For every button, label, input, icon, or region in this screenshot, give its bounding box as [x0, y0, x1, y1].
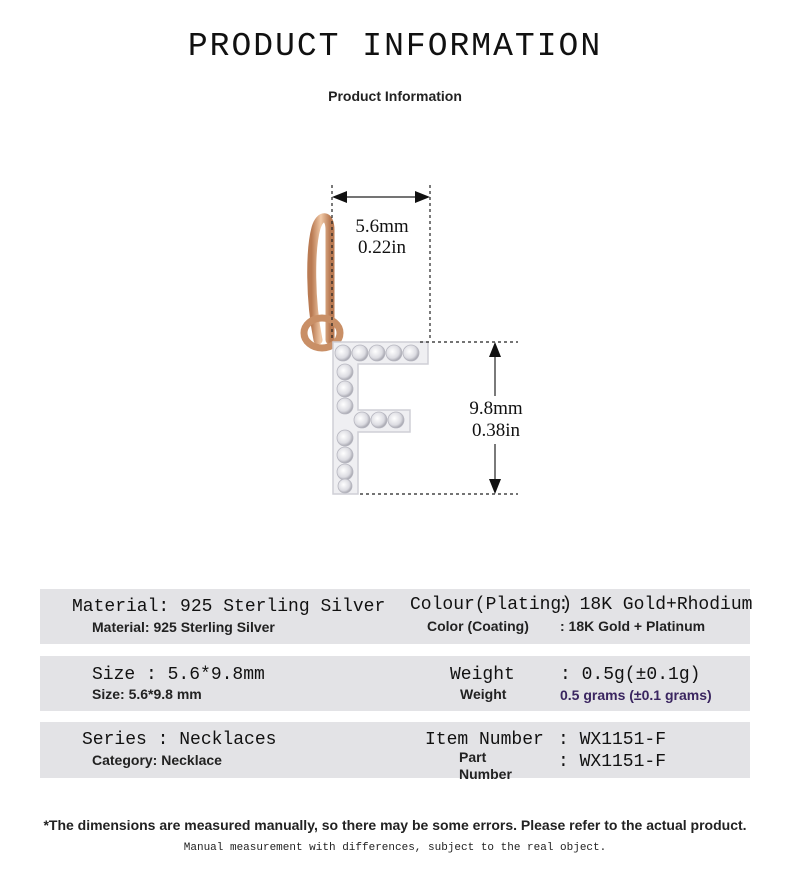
colour-label-primary: Colour(Plating): [410, 595, 573, 615]
width-mm-label: 5.6mm: [355, 216, 409, 237]
series-label-primary: Series : Necklaces: [82, 730, 277, 750]
weight-label-english: Weight: [460, 686, 507, 702]
colour-value-primary: : 18K Gold+Rhodium: [558, 595, 753, 615]
spec-row-series-item: [40, 722, 750, 782]
material-label-primary: Material: 925 Sterling Silver: [72, 597, 386, 617]
pendant-letter-f: [333, 342, 428, 494]
weight-label-primary: Weight: [450, 665, 515, 685]
width-in-label: 0.22in: [357, 237, 407, 258]
weight-value-english: 0.5 grams (±0.1 grams): [560, 687, 712, 703]
measurement-disclaimer: *The dimensions are measured manually, so there may be some errors. Please refer to the actual product.: [43, 817, 747, 833]
color-value-english: : 18K Gold + Platinum: [560, 618, 706, 634]
part-number-value: : WX1151-F: [558, 752, 667, 772]
page-subtitle: Product Information: [328, 88, 462, 104]
material-label-english: Material: 925 Sterling Silver: [92, 619, 275, 635]
spec-row-size-weight: [40, 656, 750, 711]
part-label-english: Part: [459, 749, 487, 765]
category-label-english: Category: Necklace: [92, 752, 222, 768]
spec-row-material: [40, 589, 753, 644]
weight-value-primary: : 0.5g(±0.1g): [560, 665, 701, 685]
measurement-disclaimer-small: Manual measurement with differences, subject to the real object.: [183, 842, 607, 854]
width-dimension-lines: [332, 185, 430, 340]
item-number-label-primary: Item Number: [425, 730, 544, 750]
number-label-english: Number: [459, 766, 512, 782]
height-mm-label: 9.8mm: [469, 398, 523, 419]
size-label-primary: Size : 5.6*9.8mm: [92, 665, 265, 685]
height-in-label: 0.38in: [471, 420, 521, 441]
size-label-english: Size: 5.6*9.8 mm: [92, 686, 202, 702]
item-number-value-primary: : WX1151-F: [558, 730, 667, 750]
page-title: PRODUCT INFORMATION: [187, 28, 603, 65]
color-label-english: Color (Coating): [427, 618, 529, 634]
